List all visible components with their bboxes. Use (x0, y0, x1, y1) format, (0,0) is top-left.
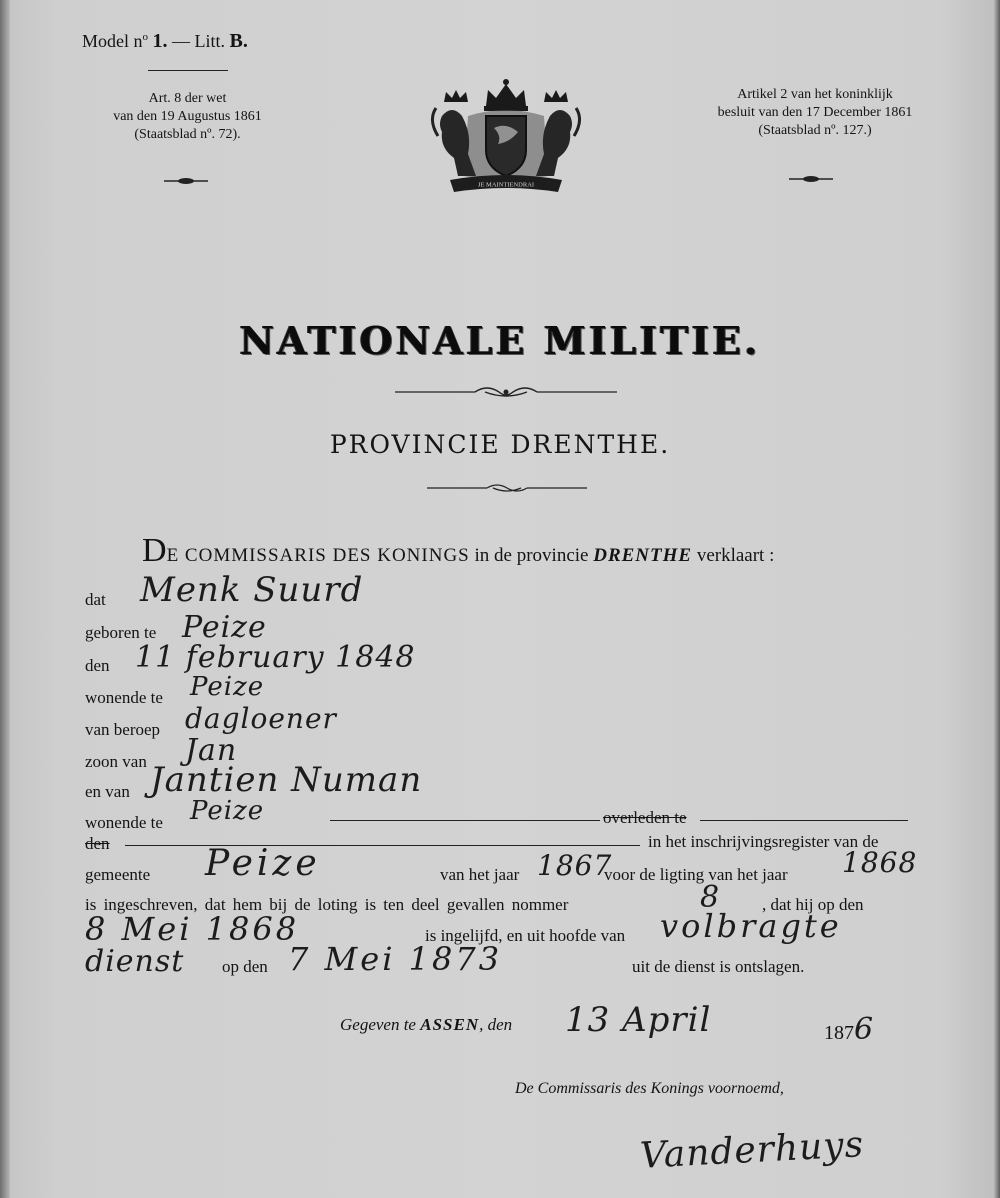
den2-rule (125, 845, 640, 846)
zoon-label: zoon van (85, 752, 147, 771)
subtitle-ornament (427, 482, 587, 494)
model-number: 1. (152, 30, 168, 52)
overleden-rule (700, 820, 908, 821)
left-ref-line-2: van den 19 Augustus 1861 (113, 109, 262, 124)
declaration-middle: in de provincie (474, 545, 589, 566)
overleden-label: overleden te (603, 808, 687, 827)
reden-value-1: volbragte (660, 907, 842, 945)
gegeven-line (340, 1015, 512, 1035)
geboren-label: geboren te (85, 623, 157, 642)
title-ornament (395, 384, 617, 400)
declaration-province: DRENTHE (593, 545, 693, 566)
gemeente-value: Peize (205, 843, 321, 884)
signature: Vanderhuys (639, 1124, 866, 1177)
dat-value: Menk Suurd (140, 570, 364, 610)
ingelijfd-date: 8 Mei 1868 (85, 910, 300, 948)
right-ref-ornament (788, 174, 834, 184)
den-value: 11 february 1848 (135, 640, 416, 675)
gegeven-date: 13 April (565, 1000, 712, 1040)
page-edge-right (994, 0, 1000, 1198)
envan-value: Jantien Numan (150, 760, 423, 800)
left-ref-ornament (163, 176, 209, 186)
wonende2-value: Peize (190, 796, 265, 826)
right-ref-line-3: (Staatsblad nº. 127.) (758, 123, 872, 138)
right-ref-line-2: besluit van den 17 December 1861 (717, 105, 913, 120)
province-subtitle: PROVINCIE DRENTHE. (329, 430, 671, 459)
gegeven-year-hand: 6 (854, 1012, 875, 1047)
ontslagen-text: uit de dienst is ontslagen. (632, 957, 805, 976)
beroep-label: van beroep (85, 720, 161, 739)
declaration-end: verklaart : (696, 545, 775, 566)
reden-value-2: dienst (85, 944, 185, 979)
declaration-line (142, 532, 774, 570)
ingeschreven-text: is ingeschreven, dat hem bij de loting is ten deel gevallen nommer (85, 895, 569, 914)
gegeven-year-printed: 187 (824, 1022, 854, 1044)
left-ref-line-3: (Staatsblad nº. 72). (134, 127, 241, 142)
right-reference (705, 86, 925, 140)
coat-of-arms-motto: JE MAINTIENDRAI (477, 181, 535, 189)
jaar-value: 1867 (537, 849, 613, 882)
wonende2-rule (330, 820, 600, 821)
wonende-value: Peize (190, 672, 265, 702)
envan-label: en van (85, 782, 130, 801)
document-title: NATIONALE MILITIE. (239, 318, 761, 363)
declaration-lead: E COMMISSARIS DES KONINGS (166, 545, 470, 566)
gemeente-label: gemeente (85, 865, 151, 884)
den-label: den (85, 656, 110, 675)
nommer-value: 8 (700, 880, 721, 915)
model-line (82, 30, 248, 53)
jaar-label: van het jaar (440, 865, 520, 884)
left-ref-top-rule (148, 70, 228, 71)
register-text: in het inschrijvingsregister van de (648, 832, 879, 851)
coat-of-arms-icon (428, 76, 584, 200)
right-ref-line-1: Artikel 2 van het koninklijk (737, 87, 893, 102)
beroep-value: dagloener (185, 702, 337, 735)
ligting-value: 1868 (842, 846, 918, 879)
gegeven-year (824, 1012, 874, 1047)
ontslag-date: 7 Mei 1873 (288, 940, 503, 978)
gegeven-place: ASSEN (420, 1015, 480, 1034)
ligting-label: voor de ligting van het jaar (604, 865, 788, 884)
dat-label: dat (85, 590, 106, 609)
page-edge-left (0, 0, 10, 1198)
wonende2-label: wonende te (85, 813, 163, 832)
left-ref-line-1: Art. 8 der wet (148, 91, 227, 106)
geboren-value: Peize (182, 610, 267, 645)
opden-text: , dat hij op den (762, 895, 864, 914)
den2-label: den (85, 834, 110, 853)
gegeven-den: , den (479, 1015, 513, 1034)
declaration-initial: D (142, 532, 167, 569)
signatory-label: De Commissaris des Konings voornoemd, (515, 1080, 784, 1097)
gegeven-label: Gegeven te (340, 1015, 416, 1034)
litt-label: — Litt. (172, 31, 225, 51)
model-prefix: Model n (82, 31, 143, 51)
ingelijfd-text: is ingelijfd, en uit hoofde van (425, 926, 626, 945)
wonende-label: wonende te (85, 688, 163, 707)
left-reference (95, 90, 280, 144)
litt-letter: B. (229, 30, 248, 52)
zoon-value: Jan (185, 733, 238, 768)
opden2-text: op den (222, 957, 268, 976)
model-sup: o (142, 31, 148, 43)
